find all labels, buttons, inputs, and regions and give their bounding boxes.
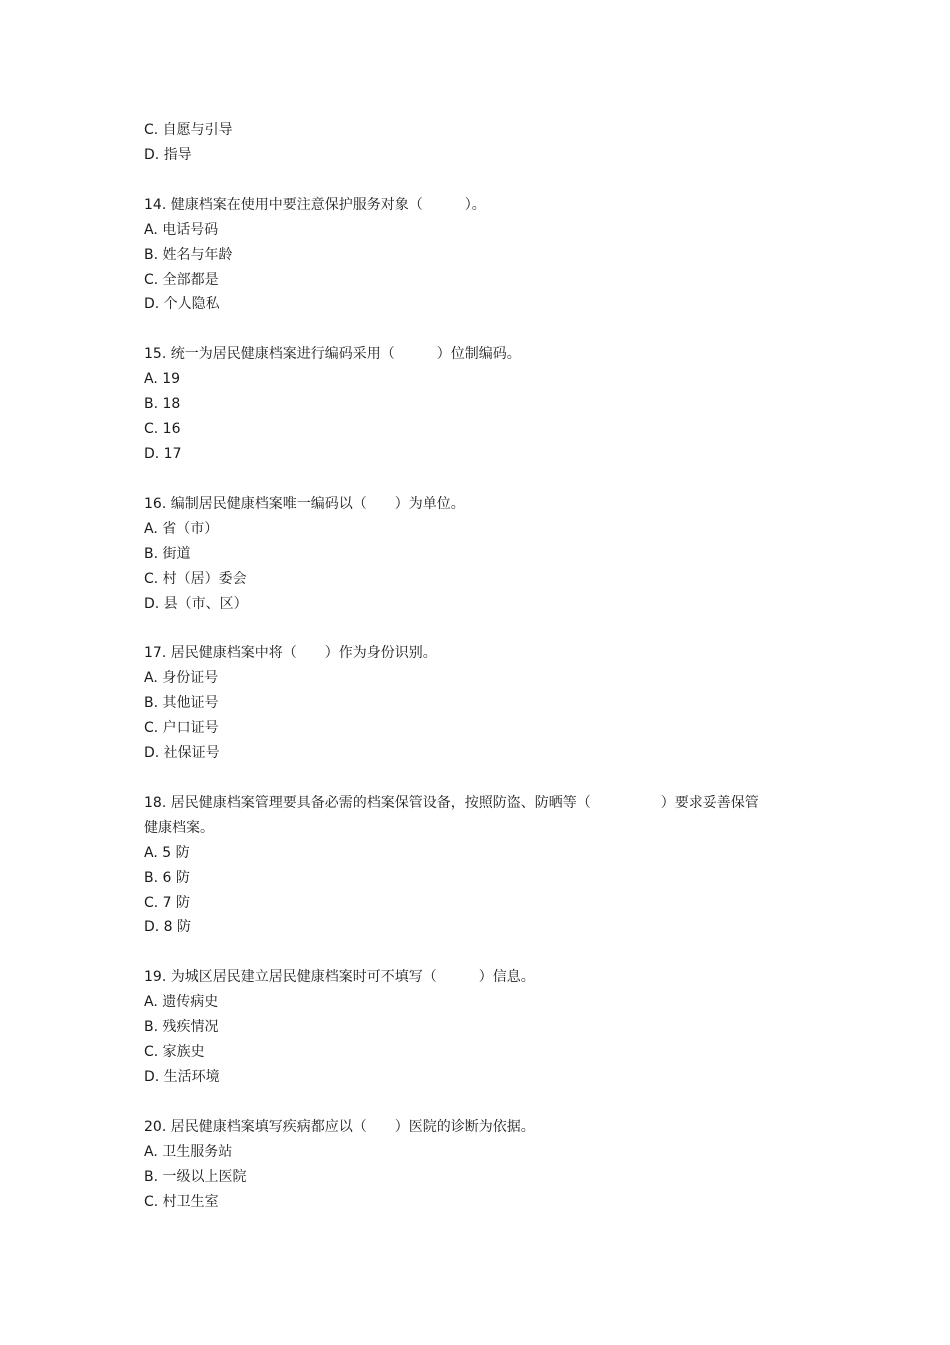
- question-14: [144, 193, 810, 318]
- question-stem: 17. 居民健康档案中将（ ）作为身份识别。: [144, 645, 437, 662]
- option-line: A. 电话号码: [144, 221, 219, 238]
- question-stem: 15. 统一为居民健康档案进行编码采用（ ）位制编码。: [144, 346, 521, 363]
- option-line: B. 6 防: [144, 869, 190, 886]
- option-line: D. 17: [144, 445, 182, 462]
- option-line: A. 身份证号: [144, 670, 219, 687]
- option-line: B. 一级以上医院: [144, 1168, 247, 1185]
- question-20: [144, 1115, 810, 1215]
- question-18: [144, 791, 810, 940]
- option-line: A. 19: [144, 371, 181, 388]
- option-line: B. 姓名与年龄: [144, 246, 233, 263]
- question-stem-continuation: 健康档案。: [144, 819, 214, 836]
- option-line: B. 残疾情况: [144, 1019, 219, 1036]
- question-stem: 16. 编制居民健康档案唯一编码以（ ）为单位。: [144, 495, 465, 512]
- question-stem: 18. 居民健康档案管理要具备必需的档案保管设备，按照防盗、防晒等（ ）要求妥善保管: [144, 794, 759, 811]
- option-line: C. 家族史: [144, 1044, 205, 1061]
- question-19: [144, 965, 810, 1090]
- option-line: D. 指导: [144, 146, 192, 163]
- question-stem: 14. 健康档案在使用中要注意保护服务对象（ ）。: [144, 196, 486, 213]
- question-15: [144, 342, 810, 467]
- option-line: D. 8 防: [144, 919, 192, 936]
- option-line: A. 卫生服务站: [144, 1143, 233, 1160]
- option-line: D. 生活环境: [144, 1069, 220, 1085]
- question-stem: 20. 居民健康档案填写疾病都应以（ ）医院的诊断为依据。: [144, 1118, 535, 1135]
- question-16: [144, 492, 810, 617]
- option-line: D. 社保证号: [144, 745, 220, 762]
- option-line: B. 其他证号: [144, 695, 219, 712]
- option-line: B. 18: [144, 396, 181, 413]
- question-stem: 19. 为城区居民建立居民健康档案时可不填写（ ）信息。: [144, 969, 535, 986]
- option-line: D. 个人隐私: [144, 296, 220, 313]
- option-line: C. 7 防: [144, 894, 191, 911]
- option-line: C. 户口证号: [144, 720, 219, 737]
- option-line: B. 街道: [144, 545, 191, 562]
- option-line: C. 16: [144, 421, 181, 438]
- option-line: A. 省（市）: [144, 520, 219, 537]
- option-line: D. 县（市、区）: [144, 595, 248, 612]
- carryover-block: [144, 118, 810, 168]
- question-17: [144, 641, 810, 766]
- option-line: C. 村（居）委会: [144, 570, 247, 587]
- option-line: C. 村卫生室: [144, 1193, 219, 1210]
- option-line: A. 5 防: [144, 844, 190, 861]
- option-line: C. 全部都是: [144, 271, 219, 288]
- option-line: C. 自愿与引导: [144, 122, 233, 138]
- option-line: A. 遗传病史: [144, 994, 219, 1011]
